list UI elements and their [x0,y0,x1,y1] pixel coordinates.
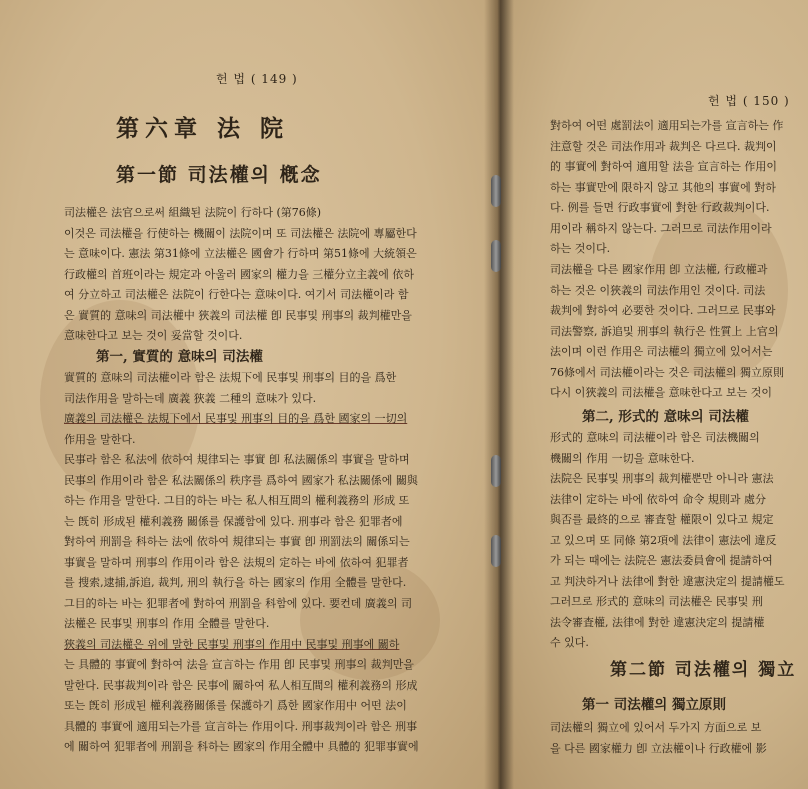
binding-ring [491,240,501,272]
book-gutter [484,0,514,789]
text-line: 여 分立하고 司法權은 法院이 行한다는 意味이다. 여기서 司法權이라 함 [64,288,409,301]
text-line: 行政權의 首班이라는 規定과 아울러 國家의 權力을 三權分立主義에 依하 [64,267,414,281]
text-line: 對하여 어떤 處罰法이 適用되는가를 宣言하는 作 [550,119,784,132]
text-line: 또는 旣히 形成된 權利義務關係를 保護하기 爲한 國家作用中 어떤 法이 [64,699,407,712]
text-line: 76條에서 司法權이라는 것은 司法權의 獨立原則 [550,365,784,379]
text-line: 法律이 定하는 바에 依하여 命令 規則과 處分 [550,492,766,506]
text-line: 具體的 事實에 適用되는가를 宣言하는 作用이다. 刑事裁判이라 함은 刑事 [64,719,418,733]
text-line: 을 다른 國家權力 卽 立法權이나 行政權에 影 [550,741,767,755]
body-paragraph [64,368,419,758]
text-line: 司法作用을 말하는데 廣義 狹義 二種의 意味가 있다. [64,391,317,405]
chapter-title: 第六章 法 院 [116,115,290,142]
text-line: 고 判決하거나 法律에 對한 違憲決定의 提請權도 [550,574,785,588]
text-line: 수 있다. [550,636,589,649]
text-line: 作用을 말한다. [64,432,136,446]
text-line: 用이라 稱하지 않는다. 그러므로 司法作用이라 [550,221,772,235]
text-line: 를 搜索,逮捕,訴追, 裁判, 刑의 執行을 하는 國家의 作用 全體를 말한다. [64,576,407,589]
text-line: 法令審査權, 法律에 對한 違憲決定의 提請權 [550,615,765,629]
text-line: 다. 例를 들면 行政事實에 對한 行政裁判이다. [550,201,770,214]
text-line: 은 實質的 意味의 司法權中 狹義의 司法權 卽 民事및 刑事의 裁判權만을 [64,308,412,322]
right-paragraph-a [550,116,783,260]
running-head: 헌 법 ( 150 ) [708,94,790,108]
right-paragraph-b [550,260,784,404]
intro-paragraph [64,203,417,347]
text-line: 事實을 말하며 刑事의 作用이라 함은 法規의 定하는 바에 依하여 犯罪者 [64,555,409,569]
text-line: 이것은 司法權을 行使하는 機關이 法院이며 또 司法權은 法院에 專屬한다 [64,226,417,240]
text-line: 廣義의 司法權은 法規下에서 民事및 刑事의 目的을 爲한 國家의 一切의 [64,412,408,425]
text-line: 實質的 意味의 司法權이라 함은 法規下에 民事및 刑事의 目的을 爲한 [64,371,397,384]
binding-ring [491,455,501,487]
text-line: 고 있으며 또 同條 第2項에 法律이 憲法에 違反 [550,533,777,547]
running-head: 헌 법 ( 149 ) [216,72,298,86]
text-line: 다시 이狹義의 司法權을 意味한다고 보는 것이 [550,386,772,399]
text-line: 法이며 이런 作用은 司法權의 獨立에 있어서는 [550,345,773,358]
text-line: 的 事實에 對하여 適用할 法을 宣言하는 作用이 [550,160,777,173]
text-line: 는 意味이다. 憲法 第31條에 立法權은 國會가 行하며 第51條에 大統領은 [64,247,417,260]
text-line: 하는 作用을 말한다. 그目的하는 바는 私人相互間의 權利義務의 形成 또 [64,494,410,507]
text-line: 對하여 刑罰을 科하는 法에 依하여 規律되는 事實 卽 刑罰法의 關係되는 [64,535,410,548]
text-line: 司法權의 獨立에 있어서 두가지 方面으로 보 [550,721,762,734]
binding-ring [491,535,501,567]
text-line: 司法警察, 訴追및 刑事의 執行은 性質上 上官의 [550,324,779,338]
text-line: 機關의 作用 一切을 意味한다. [550,451,695,465]
text-line: 與否를 最終的으로 審査할 權限이 있다고 規定 [550,513,774,526]
text-line: 裁判에 對하여 必要한 것이다. 그러므로 民事와 [550,304,776,317]
text-line: 法院은 民事및 刑事의 裁判權뿐만 아니라 憲法 [550,472,774,485]
text-line: 司法權은 法官으로써 組織된 法院이 行하다 (第76條) [64,206,322,219]
text-line: 는 旣히 形成된 權利義務 關係를 保護함에 있다. 刑事라 함은 犯罪者에 [64,514,403,528]
text-line: 그目的하는 바는 犯罪者에 對하여 刑罰을 科함에 있다. 要컨데 廣義의 司 [64,596,412,610]
right-paragraph-c [550,428,785,654]
binding-ring [491,175,501,207]
section-title: 第一節 司法權의 槪念 [116,164,322,186]
right-paragraph-d [550,718,767,759]
text-line: 意味한다고 보는 것이 妥當할 것이다. [64,329,243,342]
text-line: 가 되는 때에는 法院은 憲法委員會에 提請하여 [550,554,773,567]
text-line: 말한다. 民事裁判이라 함은 民事에 關하여 私人相互間의 權利義務의 形成 [64,678,418,692]
text-line: 는 具體的 事實에 對하여 法을 宣言하는 作用 卽 民事및 刑事의 裁判만을 [64,658,414,671]
text-line: 司法權을 다른 國家作用 卽 立法權, 行政權과 [550,263,768,276]
text-line: 에 關하여 犯罪者에 刑罰을 科하는 國家의 作用全體中 具體的 犯罪事實에 [64,740,419,753]
text-line: 民事라 함은 私法에 依하여 規律되는 事實 卽 私法關係의 事實을 말하며 [64,453,410,466]
subsection-title: 第一 司法權의 獨立原則 [582,697,726,713]
text-line: 形式的 意味의 司法權이라 함은 司法機關의 [550,431,760,444]
text-line: 그러므로 形式的 意味의 司法權은 民事및 刑 [550,595,763,608]
right-page [498,0,808,789]
text-line: 하는 것은 이狹義의 司法作用인 것이다. 司法 [550,283,766,297]
subsection-title: 第二, 形式的 意味의 司法權 [582,409,749,425]
text-line: 狹義의 司法權은 위에 말한 民事및 刑事의 作用中 民事및 刑事에 關하 [64,637,400,651]
section-title: 第二節 司法權의 獨立 [610,660,797,680]
subsection-title: 第一, 實質的 意味의 司法權 [96,349,263,365]
text-line: 하는 事實만에 限하지 않고 其他의 事實에 對하 [550,180,776,194]
text-line: 하는 것이다. [550,242,611,255]
text-line: 民事의 作用이라 함은 私法關係의 秩序를 爲하여 國家가 私法關係에 關與 [64,473,418,487]
text-line: 注意할 것은 司法作用과 裁判은 다르다. 裁判이 [550,139,777,153]
text-line: 法權은 民事및 刑事의 作用 全體를 말한다. [64,617,270,630]
